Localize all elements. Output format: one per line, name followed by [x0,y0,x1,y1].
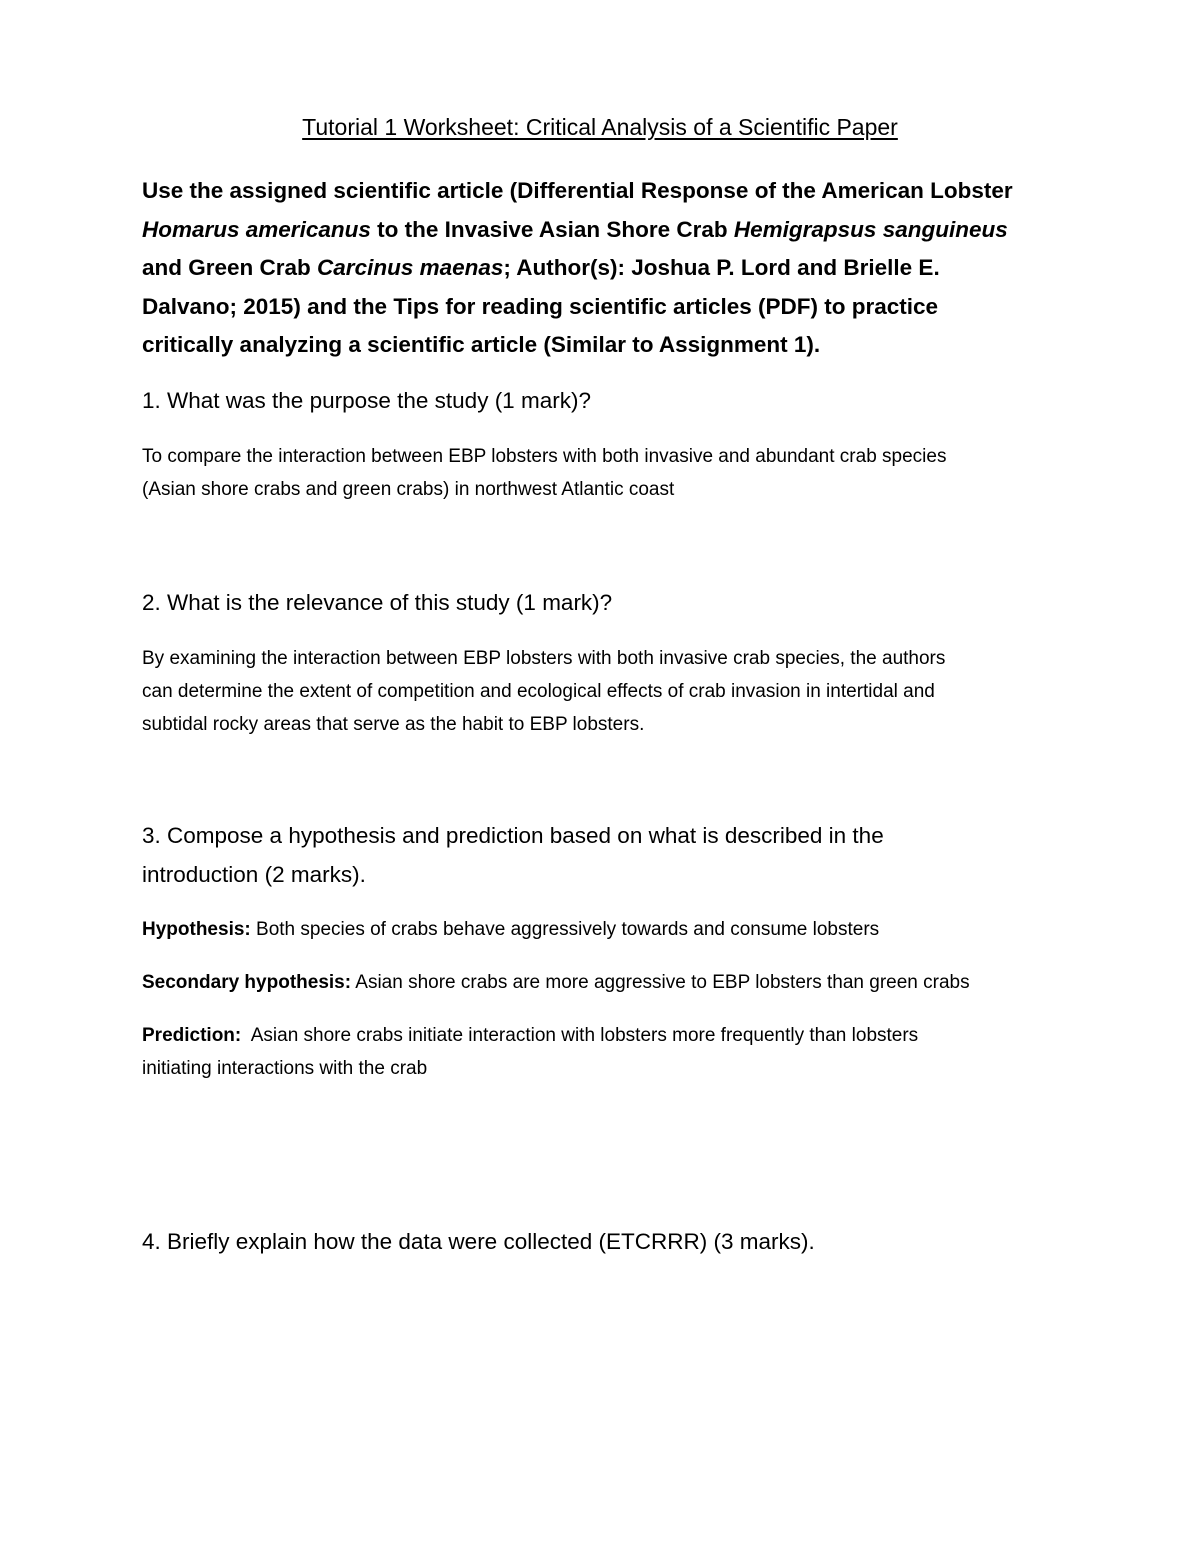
answer-line: By examining the interaction between EBP lobsters with both invasive crab species, the authors [142,648,946,669]
hypothesis-text: Both species of crabs behave aggressively towards and consume lobsters [250,919,880,940]
instructions-line: critically analyzing a scientific article (Similar to Assignment 1). [142,332,821,357]
species-name-green-crab: Carcinus maenas [317,255,504,280]
answer-line: To compare the interaction between EBP lobsters with both invasive and abundant crab species [142,446,947,467]
prediction-label: Prediction: [142,1025,242,1046]
page-title: Tutorial 1 Worksheet: Critical Analysis of a Scientific Paper [302,114,898,140]
instructions-line: Dalvano; 2015) and the Tips for reading scientific articles (PDF) to practice [142,293,939,319]
answer-line: can determine the extent of competition and ecological effects of crab invasion in intertidal and [142,681,935,702]
instructions-paragraph [142,172,1062,365]
question-3-line: 3. Compose a hypothesis and prediction based on what is described in the [142,823,884,848]
prediction [142,1019,918,1085]
species-name-lobster: Homarus americanus [142,216,371,242]
answer-line: (Asian shore crabs and green crabs) in northwest Atlantic coast [142,479,675,500]
secondary-hypothesis-label: Secondary hypothesis: [142,972,352,993]
secondary-hypothesis-text: Asian shore crabs are more aggressive to EBP lobsters than green crabs [351,972,970,993]
question-2: 2. What is the relevance of this study (1 mark)? [142,590,613,615]
prediction-text: Asian shore crabs initiate interaction with lobsters more frequently than lobsters [241,1025,919,1046]
answer-2 [142,642,945,741]
hypothesis-label: Hypothesis: [142,919,251,940]
instructions-line: and Green Crab Carcinus maenas; Author(s): Joshua P. Lord and Brielle E. [142,255,940,280]
answer-1 [142,440,946,506]
question-1: 1. What was the purpose the study (1 mark)? [142,388,591,413]
hypothesis [142,913,879,946]
question-4: 4. Briefly explain how the data were collected (ETCRRR) (3 marks). [142,1229,815,1254]
answer-line: subtidal rocky areas that serve as the habit to EBP lobsters. [142,714,645,735]
secondary-hypothesis [142,966,970,999]
instructions-line: Homarus americanus to the Invasive Asian Shore Crab Hemigrapsus sanguineus [142,216,1008,242]
prediction-text-line: initiating interactions with the crab [142,1058,428,1079]
instructions-line: Use the assigned scientific article (Differential Response of the American Lobster [142,178,1013,203]
species-name-asian-shore-crab: Hemigrapsus sanguineus [733,216,1008,242]
question-3 [142,816,884,894]
question-3-line: introduction (2 marks). [142,862,366,887]
